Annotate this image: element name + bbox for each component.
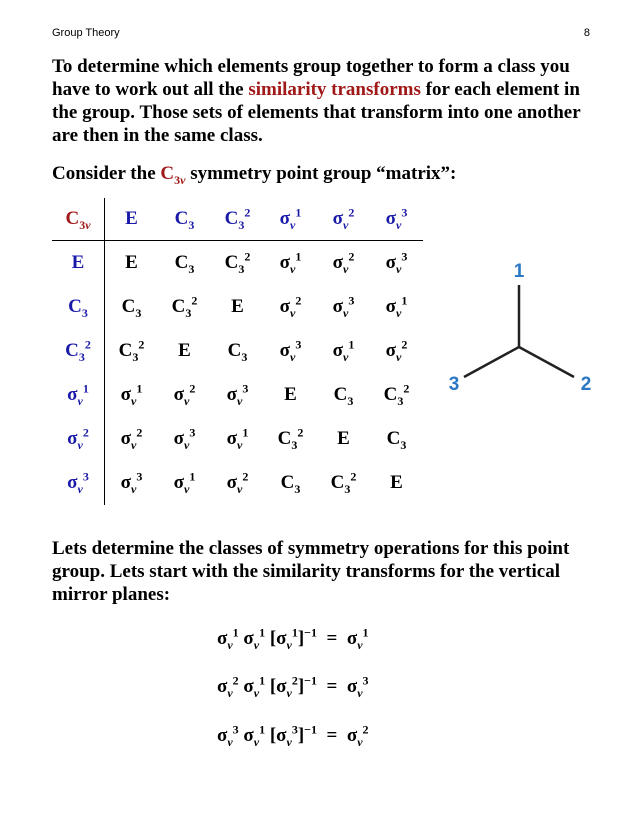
table-cell: $C_3$ — [227, 340, 248, 364]
table-cell: $C_3$ — [280, 472, 301, 496]
table-row — [52, 285, 423, 329]
page-number: 8 — [583, 27, 590, 39]
table-cell: $\sigma_v^3$ — [385, 249, 408, 276]
table-row — [52, 241, 423, 286]
table-cell: $C_3$ — [121, 296, 142, 320]
row-header: $C_3$ — [52, 285, 105, 329]
plane-label-3: 3 — [448, 374, 460, 395]
group-name-sub: 3 — [174, 172, 181, 187]
table-cell: $\sigma_v^1$ — [226, 425, 249, 452]
table-cell: $\sigma_v^2$ — [279, 293, 302, 320]
header-title: Group Theory — [52, 27, 120, 39]
header-cell: $\sigma_v^3$ — [370, 198, 423, 241]
table-cell: $\sigma_v^1$ — [279, 249, 302, 276]
group-name-sub-v: v — [180, 172, 186, 187]
table-cell: E — [178, 340, 191, 361]
table-cell: $\sigma_v^1$ — [385, 293, 408, 320]
row-header: $\sigma_v^3$ — [52, 461, 105, 505]
consider-prefix: Consider the — [52, 163, 161, 184]
table-cell: $C_3^2$ — [224, 249, 251, 276]
row-header: $\sigma_v^2$ — [52, 417, 105, 461]
table-cell: $\sigma_v^2$ — [385, 337, 408, 364]
table-cell: $C_3^2$ — [277, 425, 304, 452]
table-cell: $\sigma_v^2$ — [173, 381, 196, 408]
table-cell: E — [337, 428, 350, 449]
table-row — [52, 417, 423, 461]
similarity-transforms-highlight: similarity transforms — [248, 79, 421, 100]
table-cell: $\sigma_v^3$ — [120, 469, 143, 496]
row-header: E — [52, 241, 105, 286]
table-cell: $\sigma_v^1$ — [173, 469, 196, 496]
table-cell: E — [390, 472, 403, 493]
table-cell: E — [125, 252, 138, 273]
table-cell: $\sigma_v^2$ — [332, 249, 355, 276]
group-name — [160, 163, 186, 187]
table-cell: E — [284, 384, 297, 405]
table-row — [52, 461, 423, 505]
similarity-equation-1: $\sigma_v^1$ $\sigma_v^1$ $[\sigma_v^1]^{-1} = \sigma_v^1$ — [217, 625, 369, 652]
consider-line — [52, 162, 592, 185]
c3v-mirror-plane-diagram — [440, 255, 610, 405]
table-cell: $C_3$ — [174, 252, 195, 276]
consider-suffix: symmetry point group “matrix”: — [185, 163, 457, 184]
table-cell: $\sigma_v^2$ — [120, 425, 143, 452]
table-cell: $\sigma_v^3$ — [279, 337, 302, 364]
table-cell: $\sigma_v^3$ — [173, 425, 196, 452]
table-cell: $C_3^2$ — [330, 469, 357, 496]
table-corner-group: $C_{3v}$ — [52, 198, 105, 241]
table-cell: $C_3^2$ — [383, 381, 410, 408]
similarity-equation-2: $\sigma_v^2$ $\sigma_v^1$ $[\sigma_v^2]^{-1} = \sigma_v^3$ — [217, 673, 369, 700]
table-row — [52, 329, 423, 373]
table-header-row — [52, 198, 423, 241]
table-cell: $\sigma_v^3$ — [226, 381, 249, 408]
table-cell: $\sigma_v^2$ — [226, 469, 249, 496]
table-cell: $\sigma_v^3$ — [332, 293, 355, 320]
plane-label-1: 1 — [513, 261, 525, 282]
plane-label-2: 2 — [580, 374, 592, 395]
group-name-base: C — [160, 163, 175, 184]
similarity-equation-3: $\sigma_v^3$ $\sigma_v^1$ $[\sigma_v^3]^{-1} = \sigma_v^2$ — [217, 722, 369, 749]
table-cell: $\sigma_v^1$ — [332, 337, 355, 364]
intro-text-1: To determine which elements group together to form a class you have to work out all the — [52, 56, 570, 100]
intro-paragraph — [52, 55, 592, 147]
multiplication-table — [52, 198, 423, 505]
row-header: $\sigma_v^1$ — [52, 373, 105, 417]
header-cell: E — [105, 198, 159, 241]
mirror-plane-2-line — [519, 347, 574, 377]
table-cell: $C_3$ — [333, 384, 354, 408]
table-cell: $C_3^2$ — [118, 337, 145, 364]
header-cell: $C_3$ — [158, 198, 211, 241]
table-cell: $\sigma_v^1$ — [120, 381, 143, 408]
header-cell: $C_3^2$ — [211, 198, 264, 241]
table-row — [52, 373, 423, 417]
mirror-plane-3-line — [464, 347, 519, 377]
table-cell: $C_3$ — [386, 428, 407, 452]
header-cell: $\sigma_v^1$ — [264, 198, 317, 241]
table-cell: E — [231, 296, 244, 317]
row-header: $C_3^2$ — [52, 329, 105, 373]
table-cell: $C_3^2$ — [171, 293, 198, 320]
outro-paragraph: Lets determine the classes of symmetry operations for this point group. Lets start with the similarity transforms for the vertical mirror planes: — [52, 538, 570, 605]
intro-text-2: for each element in the group. Those sets of elements that transform into one another are then in the same class. — [52, 79, 581, 146]
header-cell: $\sigma_v^2$ — [317, 198, 370, 241]
